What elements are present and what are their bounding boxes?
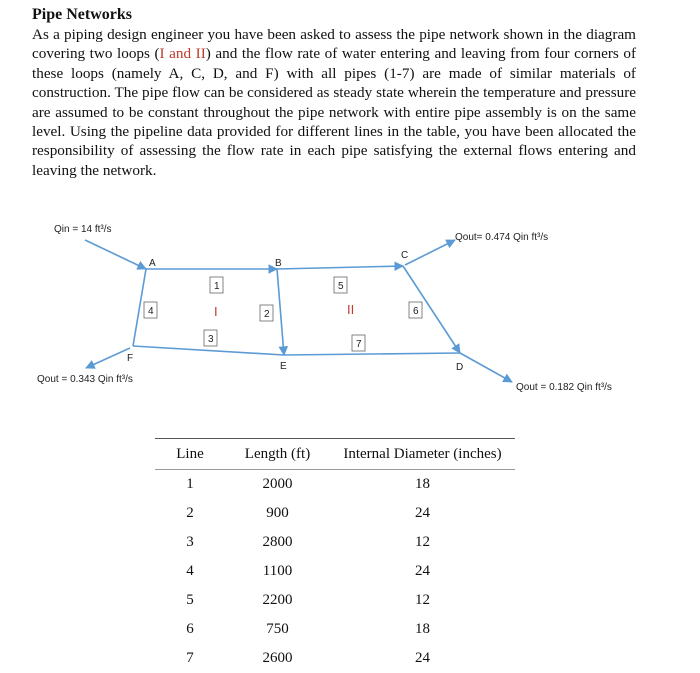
flow-out-c-label: Qout= 0.474 Qin ft³/s [455,232,549,243]
node-f: F [127,353,134,364]
table-row [155,644,515,673]
cell-diameter: 18 [415,621,430,637]
cell-length: 750 [266,621,289,637]
loop-label-ii: II [347,302,355,317]
cell-length: 2200 [262,592,293,608]
cell-diameter: 24 [415,505,430,521]
table-header-row [155,438,515,470]
table-row [155,615,515,644]
flow-in-label: Qin = 14 ft³/s [54,224,112,235]
cell-length: 900 [266,505,289,521]
pipeline-data-table [155,438,515,673]
flow-out-d-label: Qout = 0.182 Qin ft³/s [516,382,612,393]
pipe-5 [277,266,403,269]
cell-diameter: 12 [415,534,430,550]
cell-diameter: 12 [415,592,430,608]
table-row [155,528,515,557]
pipe-3 [133,346,284,355]
header-line: Line [176,445,204,462]
pipe-label-7: 7 [356,339,362,350]
pipe-label-3: 3 [208,334,214,345]
cell-diameter: 24 [415,650,430,666]
outflow-arrow-d [460,353,512,382]
table-row [155,470,515,499]
outflow-arrow-c [405,240,455,265]
table-row [155,586,515,615]
pipe-label-1: 1 [214,281,220,292]
loop-label-i: I [214,304,218,319]
cell-line: 5 [186,592,194,608]
cell-length: 2600 [262,650,293,666]
cell-line: 4 [186,563,194,579]
node-c: C [401,250,409,261]
header-length: Length (ft) [244,445,311,462]
paragraph-text-end: ) and the flow rate of water entering and leaving from four corners of these loops (namely A, C, D, and F) with all pipes (1-7) are made of similar materials of construction. The pipe flow can be considered as steady state wherein the temperature and pressure are assumed to be constant throughout the pipe network with entire pipe assembly is on the same level. Using the pipeline data provided for different lines in the table, you have been allocated the responsibility of assessing the flow rate in each pipe satisfying the external flows entering and leaving the network. [32,45,637,179]
cell-line: 2 [186,505,194,521]
cell-diameter: 24 [415,563,430,579]
node-e: E [280,361,287,372]
paragraph-loop-highlight: I and II [159,45,206,63]
header-diameter: Internal Diameter (inches) [343,445,502,462]
cell-line: 1 [186,476,194,492]
cell-line: 3 [186,534,194,550]
cell-length: 2000 [262,476,293,492]
cell-length: 1100 [262,563,293,579]
pipe-label-2: 2 [264,309,270,320]
pipe-label-6: 6 [413,306,419,317]
table-row [155,499,515,528]
inflow-arrow-a [85,240,146,269]
cell-diameter: 18 [415,476,430,492]
cell-length: 2800 [262,534,293,550]
table-row [155,557,515,586]
pipe-2 [277,269,284,355]
node-a: A [149,258,156,269]
cell-line: 6 [186,621,194,637]
pipe-label-5: 5 [338,281,344,292]
node-b: B [275,258,282,269]
flow-out-f-label: Qout = 0.343 Qin ft³/s [37,374,133,385]
pipe-label-4: 4 [148,306,154,317]
pipe-7 [284,353,460,355]
outflow-arrow-f [86,348,130,368]
section-title: Pipe Networks [32,6,132,23]
paragraph-text-start: As a piping design engineer you have been asked to assess the pipe network shown in the diagram covering two loops ( [32,26,636,63]
cell-line: 7 [186,650,194,666]
node-d: D [456,362,464,373]
